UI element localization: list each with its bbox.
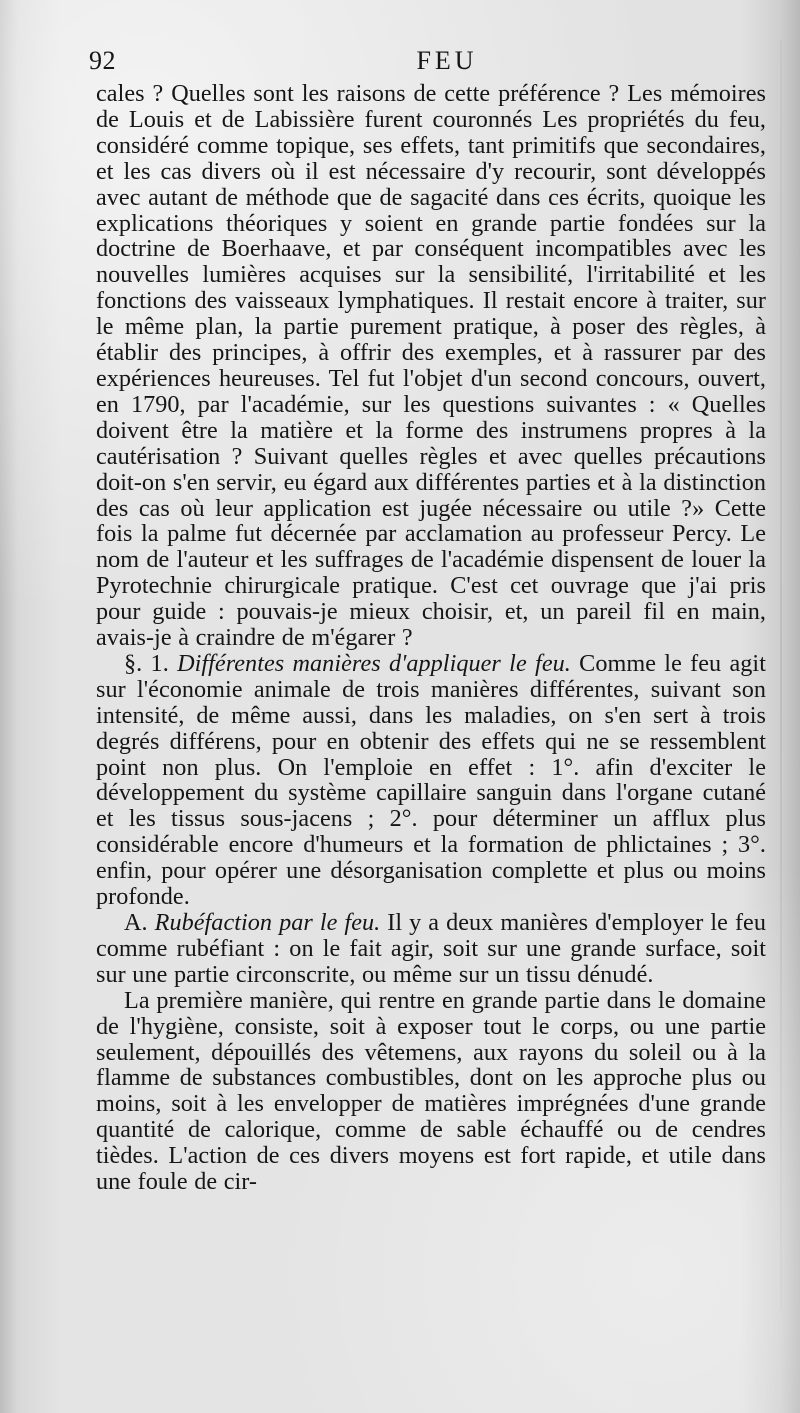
- paragraph-2: [96, 651, 766, 910]
- paragraph-1: cales ? Quelles sont les raisons de cette préférence ? Les mémoires de Louis et de Labissière furent couronnés Les propriétés du feu, considéré comme topique, ses effets, tant primitifs que secondaires, et les cas divers où il est nécessaire d'y recourir, sont développés avec autant de méthode que de sagacité dans ces écrits, quoique les explications théoriques y soient en grande partie fondées sur la doctrine de Boerhaave, et par conséquent incompatibles avec les nouvelles lumières acquises sur la sensibilité, l'irritabilité et les fonctions des vaisseaux lymphatiques. Il restait encore à traiter, sur le même plan, la partie purement pratique, à poser des règles, à établir des principes, à offrir des exemples, et à rassurer par des expériences heureuses. Tel fut l'objet d'un second concours, ouvert, en 1790, par l'académie, sur les questions suivantes : « Quelles doivent être la matière et la forme des instrumens propres à la cautérisation ? Suivant quelles règles et avec quelles précautions doit-on s'en servir, eu égard aux différentes parties et à la distinction des cas où leur application est jugée nécessaire ou utile ?» Cette fois la palme fut décernée par acclamation au professeur Percy. Le nom de l'auteur et les suffrages de l'académie dispensent de louer la Pyrotechnie chirurgicale pratique. C'est cet ouvrage que j'ai pris pour guide : pouvais-je mieux choisir, et, un pareil fil en main, avais-je à craindre de m'égarer ?: [96, 80, 766, 652]
- section-heading: Différentes manières d'appliquer le feu.: [177, 649, 571, 677]
- running-title: FEU: [416, 46, 478, 75]
- subsection-text: Il y a deux manières d'employer le feu comme rubéfiant : on le fait agir, soit sur une grande surface, soit sur une partie circonscrite, ou même sur un tissu dénudé.: [96, 909, 766, 988]
- page-header: [89, 44, 766, 78]
- subsection-heading: Rubéfaction par le feu.: [154, 909, 381, 936]
- section-text: Comme le feu agit sur l'économie animale de trois manières différentes, suivant son intensité, de même aussi, dans les maladies, on s'en sert à trois degrés différens, pour en obtenir des effets qui ne se ressemblent point non plus. On l'emploie en effet : 1°. afin d'exciter le développement du système capillaire sanguin dans l'organe cutané et les tissus sous-jacens ; 2°. pour déterminer un afflux plus considérable encore d'humeurs et la formation de phlictaines ; 3°. enfin, pour opérer une désorganisation complette et plus ou moins profonde.: [96, 649, 766, 911]
- paragraph-4: La première manière, qui rentre en grande partie dans le domaine de l'hygiène, consiste, soit à exposer tout le corps, ou une partie seulement, dépouillés des vêtemens, aux rayons du soleil ou à la flamme de substances combustibles, dont on les approche plus ou moins, soit à les envelopper de matières imprégnées d'une grande quantité de calorique, comme de sable échauffé ou de cendres tièdes. L'action de ces divers moyens est fort rapide, et utile dans une foule de cir-: [96, 986, 766, 1196]
- paragraph-3: [96, 910, 766, 988]
- text-block: [96, 81, 766, 1195]
- subsection-label: A.: [124, 909, 155, 936]
- page-shadow-edge: [780, 40, 782, 1310]
- section-label: §. 1.: [124, 649, 178, 677]
- page-number: 92: [89, 46, 116, 75]
- page-content: [89, 44, 766, 1374]
